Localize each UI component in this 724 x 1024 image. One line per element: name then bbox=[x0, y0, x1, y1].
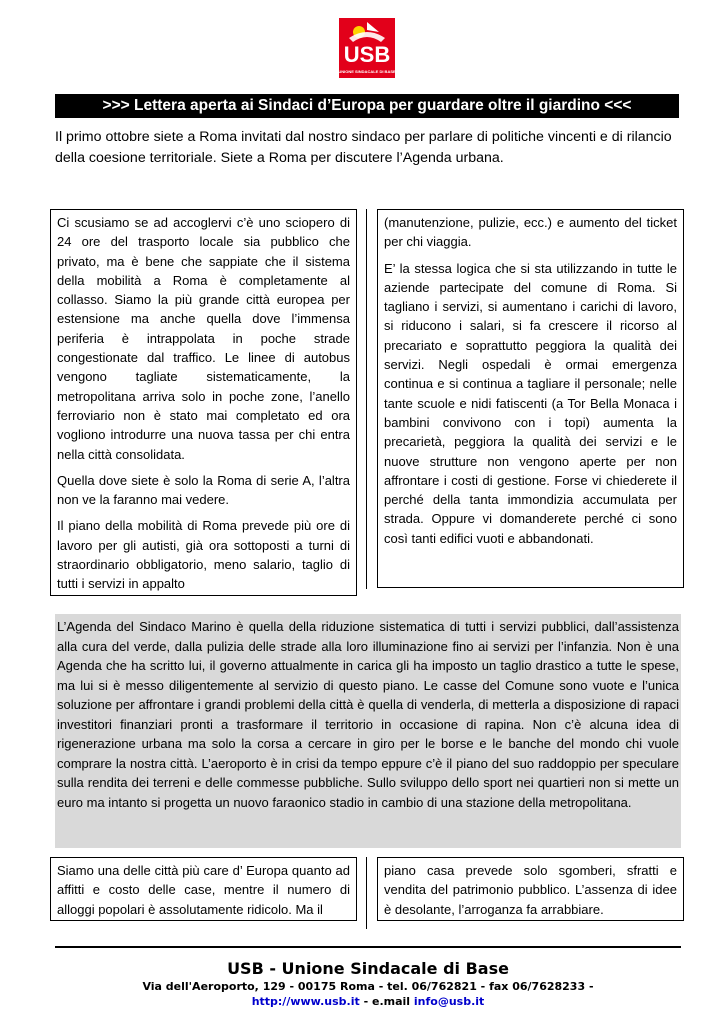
intro-paragraph: Il primo ottobre siete a Roma invitati dal nostro sindaco per parlare di politiche vincenti e di rilancio della coesione territoriale. Siete a Roma per discutere l’Agenda urbana. bbox=[55, 129, 672, 166]
lower-box-right bbox=[377, 857, 684, 921]
footer-org-name: USB - Unione Sindacale di Base bbox=[227, 959, 509, 978]
column-divider bbox=[366, 209, 367, 589]
col1-paragraph-3: Il piano della mobilità di Roma prevede più ore di lavoro per gli autisti, già ora sottoposti a turni di straordinario obbligatorio, meno salario, taglio di tutti i servizi in appalto bbox=[57, 518, 350, 592]
col4-paragraph: piano casa prevede solo sgomberi, sfratti e vendita del patrimonio pubblico. L’assenza di idee è desolante, l’arroganza fa arrabbiare. bbox=[384, 863, 677, 917]
website-link[interactable]: http://www.usb.it bbox=[251, 995, 360, 1008]
logo-subtext: UNIONE SINDACALE DI BASE bbox=[339, 69, 395, 74]
usb-logo-graphic bbox=[339, 18, 395, 78]
email-label: - e.mail bbox=[359, 995, 414, 1008]
column-box-left bbox=[50, 209, 357, 596]
lower-column-divider bbox=[366, 857, 367, 929]
footer-divider bbox=[55, 946, 681, 948]
headline-text: Lettera aperta ai Sindaci d’Europa per guardare oltre il giardino bbox=[134, 97, 600, 114]
col2-paragraph-1: (manutenzione, pulizie, ecc.) e aumento del ticket per chi viaggia. bbox=[384, 215, 677, 250]
headline-prefix: >>> bbox=[102, 97, 130, 114]
col2-paragraph-2: E’ la stessa logica che si sta utilizzando in tutte le aziende partecipate del comune di Roma. Si tagliano i servizi, si aumentano i carichi di lavoro, si riducono i salari, si fa crescere il ricorso al precariato e soprattutto peggiora la qualità dei servizi. Negli ospedali è ormai emergenza continua e si continua a tagliare il personale; nelle tante scuole e nidi fatiscenti (a Tor Bella Monaca i bambini convivono con i topi) aumenta la precarietà, peggiora la qualità dei servizi e le nuove strutture non vengono aperte per non affrontare i costi di gestione. Forse vi chiederete il perché della tanta immondizia accumulata per strada. Oppure vi domanderete perché ci sono così tanti edifici vuoti e abbandonati. bbox=[384, 260, 677, 546]
col3-paragraph: Siamo una delle città più care d’ Europa quanto ad affitti e costo delle case, mentre il numero di alloggi popolari è assolutamente ridicolo. Ma il bbox=[57, 863, 350, 917]
logo-text: USB bbox=[343, 42, 391, 67]
agenda-paragraph: L’Agenda del Sindaco Marino è quella della riduzione sistematica di tutti i servizi pubblici, dall’assistenza alla cura del verde, dalla pulizia delle strade alla loro illuminazione fino ai servizi per l’infanzia. Non è una Agenda che ha scritto lui, il governo attualmente in carica gli ha imposto un taglio drastico a tutte le spese, ma lui si è messo diligentemente al servizio di questo piano. Le casse del Comune sono vuote e l’unica soluzione per affrontare i grandi problemi della città è quella di venderla, di metterla a disposizione di rapaci investitori finanziari pronti a trasformare il territorio in occasione di rapina. Non c’è alcuna idea di rigenerazione urbana ma solo la corsa a cercare in giro per le borse e le banche del mondo chi vuole comprare la nostra città. L’aeroporto è in crisi da tempo eppure c’è il piano del suo raddoppio per speculare sulla rendita dei terreni e delle commesse pubbliche. Sullo sviluppo dello sport nei quartieri non si mette un euro ma intanto si progetta un nuovo faraonico stadio in cambio di una stazione della metropolitana. bbox=[55, 614, 681, 848]
col1-paragraph-2: Quella dove siete è solo la Roma di serie A, l’altra non ve la faranno mai vedere. bbox=[57, 472, 350, 508]
footer-address: Via dell'Aeroporto, 129 - 00175 Roma - tel. 06/762821 - fax 06/7628233 - bbox=[142, 980, 594, 993]
usb-logo bbox=[339, 18, 395, 78]
footer-contacts bbox=[55, 994, 681, 1009]
email-link[interactable]: info@usb.it bbox=[413, 995, 485, 1008]
column-box-right bbox=[377, 209, 684, 588]
headline-suffix: <<< bbox=[604, 97, 632, 114]
col1-paragraph-1: Ci scusiamo se ad accoglervi c’è uno sciopero di 24 ore del trasporto locale sia pubblico che privato, ma è bene che sappiate che il sistema della mobilità a Roma è completamente al collasso. Siamo la più grande città europea per estensione ma anche quella dove l’immensa periferia è intrappolata in poche strade congestionate dal traffico. Le linee di autobus vengono tagliate sistematicamente, la metropolitana arriva solo in poche zone, l’anello ferroviario non è stato mai completato ed ora vogliono introdurre una nuova tassa per chi entra nella città consolidata. bbox=[57, 215, 350, 462]
headline-bar bbox=[55, 94, 679, 118]
lower-box-left bbox=[50, 857, 357, 921]
